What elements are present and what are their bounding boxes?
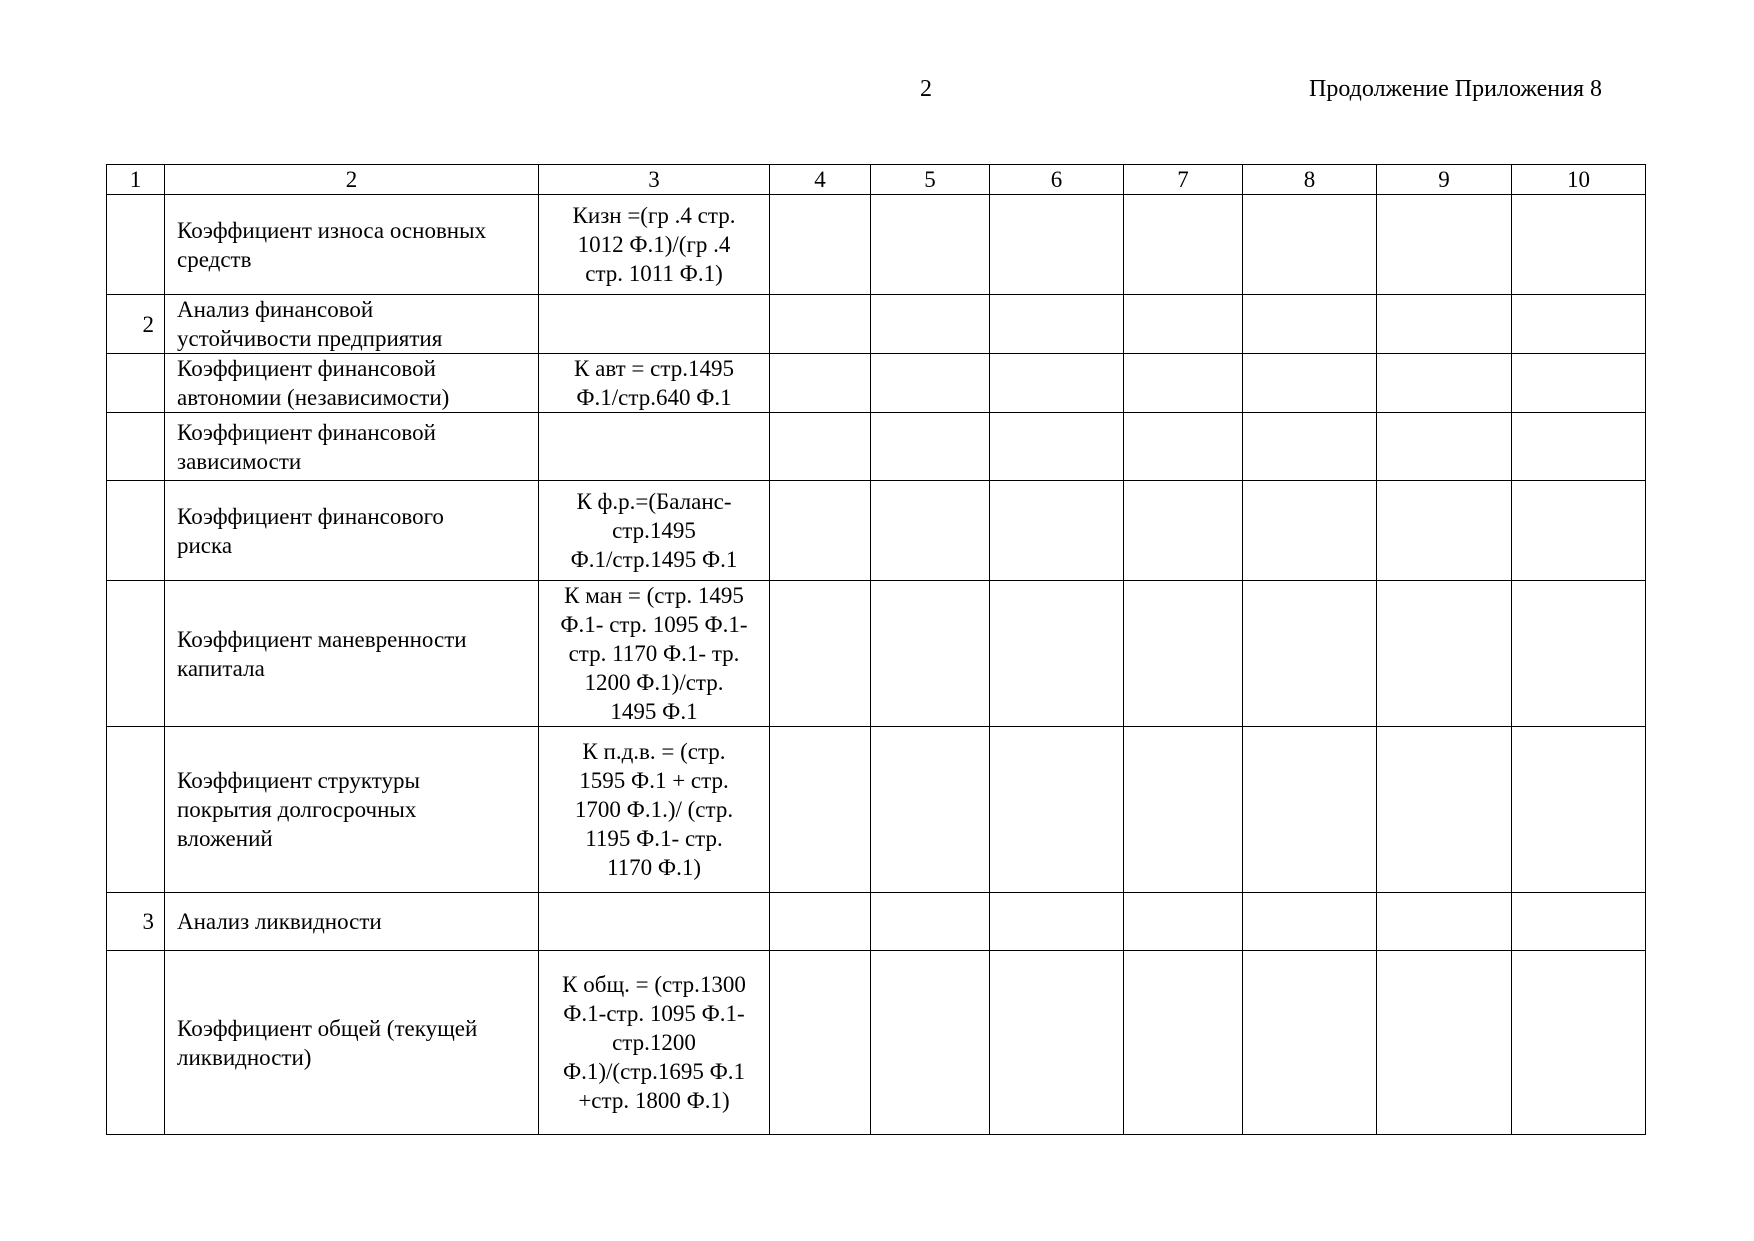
column-header: 10 <box>1512 165 1646 195</box>
value-cell <box>1243 893 1377 951</box>
row-number-cell <box>107 481 165 581</box>
indicator-name-cell <box>165 727 539 893</box>
value-cell <box>1124 581 1243 727</box>
column-header: 7 <box>1124 165 1243 195</box>
indicator-name-text: Коэффициент общей (текущей ликвидности) <box>177 1015 478 1070</box>
table-row <box>107 413 1646 481</box>
formula-cell <box>539 195 770 295</box>
table-row <box>107 295 1646 354</box>
section-title-text: Анализ финансовой устойчивости предприятия <box>177 297 443 351</box>
value-cell <box>1243 581 1377 727</box>
formula-text: К общ. = (стр.1300 Ф.1-стр. 1095 Ф.1- стр.1200 Ф.1)/(стр.1695 Ф.1 +стр. 1800 Ф.1) <box>562 972 746 1113</box>
table-row <box>107 481 1646 581</box>
value-cell <box>1124 413 1243 481</box>
value-cell <box>1124 951 1243 1135</box>
value-cell <box>1377 481 1512 581</box>
value-cell <box>1377 951 1512 1135</box>
value-cell <box>1512 893 1646 951</box>
value-cell <box>871 195 990 295</box>
formula-text: К ман = (стр. 1495 Ф.1- стр. 1095 Ф.1- стр. 1170 Ф.1- тр. 1200 Ф.1)/стр. 1495 Ф.1 <box>560 583 748 724</box>
value-cell <box>1512 413 1646 481</box>
value-cell <box>1124 195 1243 295</box>
row-number-cell <box>107 354 165 413</box>
value-cell <box>770 195 871 295</box>
value-cell <box>1377 893 1512 951</box>
value-cell <box>1124 893 1243 951</box>
value-cell <box>990 413 1124 481</box>
formula-cell <box>539 413 770 481</box>
table-row <box>107 893 1646 951</box>
value-cell <box>770 295 871 354</box>
row-number-cell <box>107 581 165 727</box>
value-cell <box>990 951 1124 1135</box>
indicator-name-cell <box>165 951 539 1135</box>
page-number: 2 <box>920 76 932 102</box>
value-cell <box>990 195 1124 295</box>
value-cell <box>770 951 871 1135</box>
value-cell <box>1512 951 1646 1135</box>
indicator-name-cell <box>165 413 539 481</box>
value-cell <box>1512 727 1646 893</box>
row-number-cell <box>107 413 165 481</box>
value-cell <box>990 354 1124 413</box>
value-cell <box>770 893 871 951</box>
indicator-name-cell <box>165 481 539 581</box>
section-title-cell <box>165 295 539 354</box>
value-cell <box>871 951 990 1135</box>
value-cell <box>871 581 990 727</box>
column-header: 4 <box>770 165 871 195</box>
table-row <box>107 195 1646 295</box>
formula-cell <box>539 581 770 727</box>
value-cell <box>1124 295 1243 354</box>
column-header: 9 <box>1377 165 1512 195</box>
row-number-cell <box>107 951 165 1135</box>
indicator-name-cell <box>165 354 539 413</box>
indicator-name-text: Коэффициент финансовой зависимости <box>177 419 436 474</box>
value-cell <box>770 413 871 481</box>
value-cell <box>1512 581 1646 727</box>
column-header: 2 <box>165 165 539 195</box>
value-cell <box>871 354 990 413</box>
value-cell <box>1243 295 1377 354</box>
value-cell <box>1243 354 1377 413</box>
formula-cell <box>539 295 770 354</box>
value-cell <box>770 727 871 893</box>
value-cell <box>990 481 1124 581</box>
value-cell <box>871 413 990 481</box>
value-cell <box>871 727 990 893</box>
value-cell <box>1243 951 1377 1135</box>
formula-cell <box>539 354 770 413</box>
value-cell <box>990 581 1124 727</box>
appendix-continuation-label: Продолжение Приложения 8 <box>1309 76 1602 102</box>
value-cell <box>1377 581 1512 727</box>
formula-text: К ф.р.=(Баланс- стр.1495 Ф.1/стр.1495 Ф.1 <box>570 489 738 572</box>
value-cell <box>1243 481 1377 581</box>
value-cell <box>1124 354 1243 413</box>
value-cell <box>990 893 1124 951</box>
section-title-text: Анализ ликвидности <box>177 909 382 934</box>
table-row <box>107 354 1646 413</box>
value-cell <box>1512 295 1646 354</box>
row-number-cell <box>107 195 165 295</box>
indicator-name-cell <box>165 581 539 727</box>
formula-cell <box>539 727 770 893</box>
formula-text: Кизн =(гр .4 стр. 1012 Ф.1)/(гр .4 стр. 1011 Ф.1) <box>572 203 736 286</box>
value-cell <box>1124 481 1243 581</box>
value-cell <box>1377 413 1512 481</box>
formula-cell <box>539 893 770 951</box>
value-cell <box>1377 295 1512 354</box>
column-header: 8 <box>1243 165 1377 195</box>
column-header: 6 <box>990 165 1124 195</box>
column-number-header-row <box>107 165 1646 195</box>
table-row <box>107 727 1646 893</box>
value-cell <box>1377 354 1512 413</box>
row-number-cell: 2 <box>107 295 165 354</box>
value-cell <box>770 354 871 413</box>
formula-text: К п.д.в. = (стр. 1595 Ф.1 + стр. 1700 Ф.1.)/ (стр. 1195 Ф.1- стр. 1170 Ф.1) <box>574 739 734 880</box>
table-row <box>107 951 1646 1135</box>
value-cell <box>990 295 1124 354</box>
value-cell <box>1243 195 1377 295</box>
value-cell <box>1512 481 1646 581</box>
indicator-name-text: Коэффициент износа основных средств <box>177 217 487 272</box>
value-cell <box>990 727 1124 893</box>
row-number-cell <box>107 727 165 893</box>
value-cell <box>1243 413 1377 481</box>
value-cell <box>1243 727 1377 893</box>
indicators-table <box>106 164 1646 1135</box>
value-cell <box>770 581 871 727</box>
value-cell <box>1377 727 1512 893</box>
indicator-name-text: Коэффициент финансового риска <box>177 503 444 558</box>
value-cell <box>1512 195 1646 295</box>
formula-text: К авт = стр.1495 Ф.1/стр.640 Ф.1 <box>574 356 734 410</box>
value-cell <box>871 295 990 354</box>
formula-cell <box>539 951 770 1135</box>
section-title-cell <box>165 893 539 951</box>
value-cell <box>1512 354 1646 413</box>
value-cell <box>1124 727 1243 893</box>
indicator-name-text: Коэффициент структуры покрытия долгосрочных вложений <box>177 768 420 851</box>
value-cell <box>871 893 990 951</box>
value-cell <box>871 481 990 581</box>
row-number-cell: 3 <box>107 893 165 951</box>
table-row <box>107 581 1646 727</box>
value-cell <box>1377 195 1512 295</box>
indicator-name-text: Коэффициент финансовой автономии (независимости) <box>177 356 450 410</box>
indicator-name-text: Коэффициент маневренности капитала <box>177 626 467 681</box>
column-header: 3 <box>539 165 770 195</box>
column-header: 5 <box>871 165 990 195</box>
column-header: 1 <box>107 165 165 195</box>
value-cell <box>770 481 871 581</box>
formula-cell <box>539 481 770 581</box>
indicator-name-cell <box>165 195 539 295</box>
